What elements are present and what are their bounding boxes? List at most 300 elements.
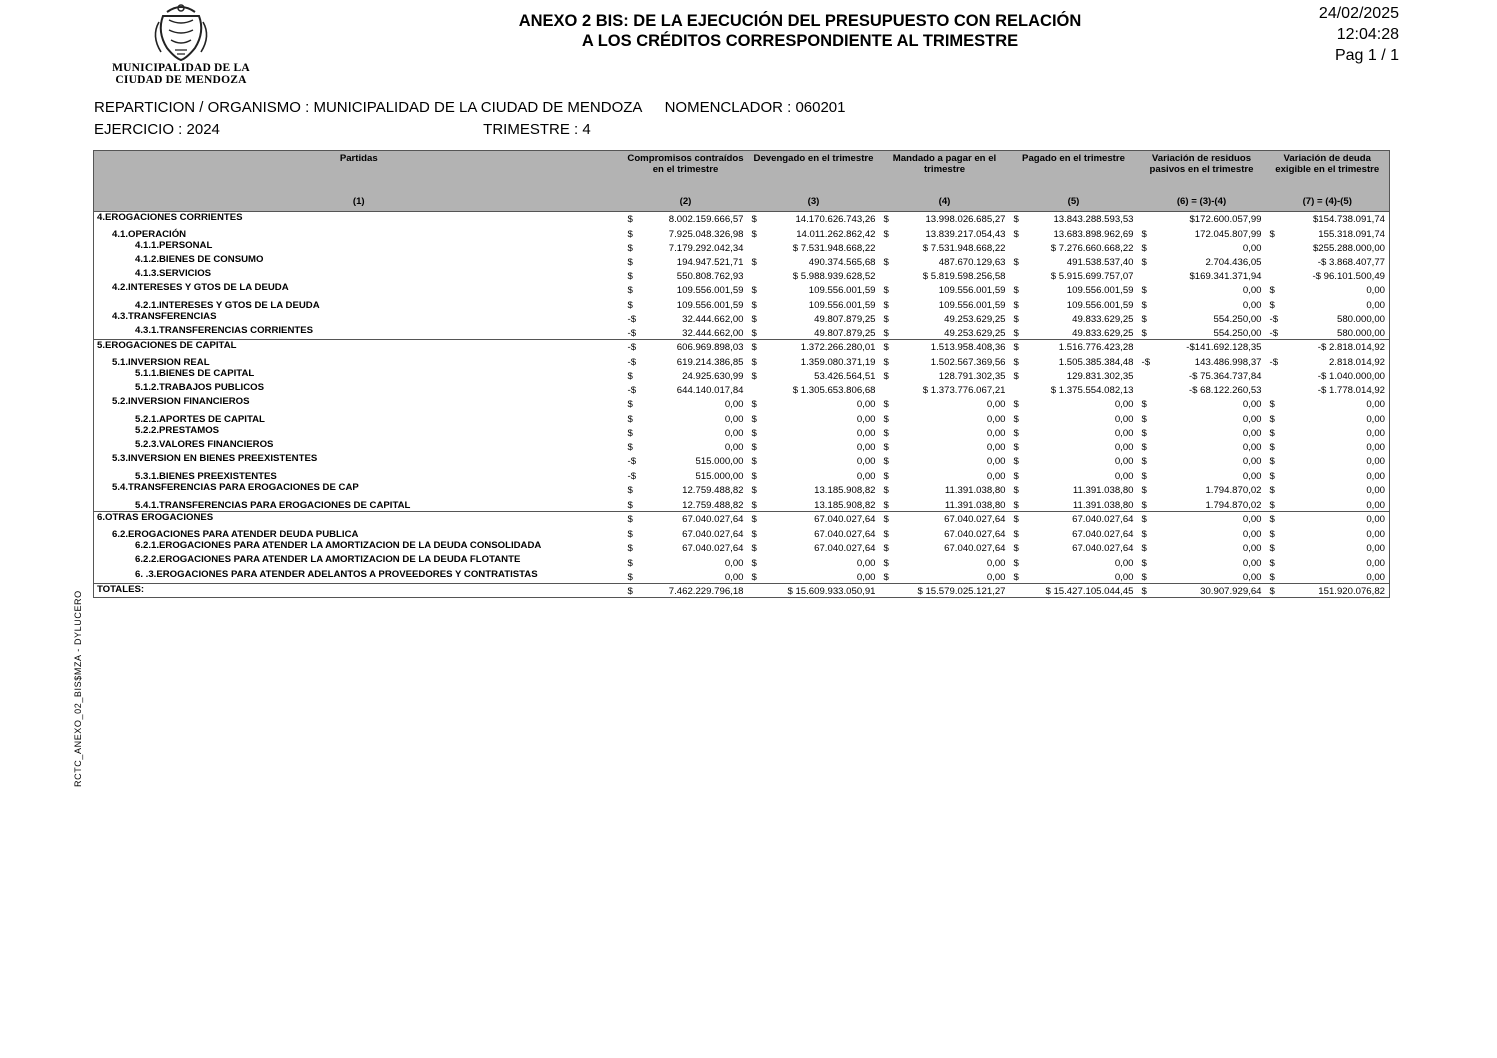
currency-sign: $ [1141, 300, 1147, 311]
amount-cell [624, 311, 748, 325]
amount-cell [1138, 512, 1266, 526]
partida-label: 5.3.INVERSION EN BIENES PREEXISTENTES [112, 453, 318, 464]
amount-value: 11.391.038,80 [944, 500, 1006, 511]
amount-value: 67.040.027,64 [814, 529, 876, 540]
currency-sign: $ [751, 399, 757, 410]
currency-sign: $ [883, 485, 889, 496]
amount-cell [1138, 467, 1266, 482]
amount-cell [880, 425, 1010, 439]
currency-sign: $ [751, 558, 757, 569]
amount-cell [748, 340, 880, 354]
currency-sign: $ [883, 300, 889, 311]
amount-value: 0,00 [1114, 456, 1134, 467]
amount-value: -$ 96.101.500,49 [1312, 271, 1385, 282]
amount-value: 109.556.001,59 [938, 300, 1006, 311]
amount-value: $ 5.915.699.757,07 [1050, 271, 1134, 282]
logo-line-2: CIUDAD DE MENDOZA [115, 74, 247, 86]
amount-value: 0,00 [856, 456, 876, 467]
trimestre: TRIMESTRE : 4 [483, 121, 591, 138]
column-header: Compromisos contraídos en el trimestre [624, 151, 748, 194]
currency-sign: $ [1269, 442, 1275, 453]
header-reparticion-line [94, 99, 846, 116]
partida-label: 5.2.INVERSION FINANCIEROS [112, 396, 250, 407]
amount-cell [624, 240, 748, 254]
amount-cell [1138, 311, 1266, 325]
currency-sign: $ [883, 328, 889, 339]
amount-value: 67.040.027,64 [682, 514, 744, 525]
currency-sign: $ [1013, 342, 1019, 353]
amount-cell [1266, 296, 1390, 311]
amount-cell [1266, 396, 1390, 410]
amount-cell [624, 325, 748, 340]
amount-cell [1010, 525, 1138, 540]
currency-sign: $ [627, 214, 633, 225]
amount-value: 487.670.129,63 [938, 257, 1006, 268]
amount-value: 67.040.027,64 [682, 543, 744, 554]
amount-cell [1010, 240, 1138, 254]
amount-cell [880, 340, 1010, 354]
amount-cell [1138, 254, 1266, 268]
amount-cell [1138, 225, 1266, 240]
amount-cell [1266, 439, 1390, 453]
amount-cell [1138, 584, 1266, 598]
amount-cell [1010, 482, 1138, 496]
amount-value: $ 1.373.776.067,21 [922, 385, 1006, 396]
currency-sign: $ [1269, 300, 1275, 311]
amount-cell [748, 353, 880, 368]
amount-cell [624, 296, 748, 311]
currency-sign: $ [751, 428, 757, 439]
amount-value: 67.040.027,64 [944, 514, 1006, 525]
report-title-line-1: ANEXO 2 BIS: DE LA EJECUCIÓN DEL PRESUPUESTO CON RELACIÓN [518, 12, 1082, 30]
currency-sign: $ [1013, 214, 1019, 225]
amount-value: 0,00 [1366, 456, 1385, 467]
currency-sign: $ [1141, 229, 1147, 240]
amount-cell [748, 311, 880, 325]
amount-cell [624, 225, 748, 240]
partida-label: 6.2.2.EROGACIONES PARA ATENDER LA AMORTIZACION DE LA DEUDA FLOTANTE [135, 554, 521, 565]
amount-value: 580.000,00 [1336, 328, 1385, 339]
column-number: (2) [624, 193, 748, 212]
currency-sign: -$ [1269, 357, 1279, 368]
currency-sign: $ [883, 471, 889, 482]
amount-value: 1.505.385.384,48 [1058, 357, 1134, 368]
amount-cell [1266, 496, 1390, 512]
amount-cell [624, 353, 748, 368]
table-row [94, 311, 1390, 325]
amount-cell [624, 554, 748, 569]
currency-sign: $ [883, 558, 889, 569]
amount-cell [1266, 584, 1390, 598]
currency-sign: $ [627, 414, 633, 425]
partida-label: TOTALES: [94, 584, 624, 598]
amount-cell [1266, 353, 1390, 368]
amount-cell [1138, 382, 1266, 396]
partida-label: 5.1.2.TRABAJOS PUBLICOS [135, 382, 265, 393]
amount-cell [880, 525, 1010, 540]
column-number: (7) = (4)-(5) [1266, 193, 1390, 212]
amount-value: 67.040.027,64 [814, 514, 876, 525]
table-row [94, 554, 1390, 569]
amount-value: 1.359.080.371,19 [800, 357, 876, 368]
currency-sign: $ [627, 229, 633, 240]
amount-value: 7.179.292.042,34 [668, 243, 744, 254]
amount-value: 11.391.038,80 [1072, 500, 1134, 511]
currency-sign: $ [751, 328, 757, 339]
amount-cell [1010, 569, 1138, 584]
amount-value: 619.214.386,85 [676, 357, 744, 368]
currency-sign: $ [751, 500, 757, 511]
partida-label: 5.2.1.APORTES DE CAPITAL [135, 414, 265, 425]
amount-cell [880, 325, 1010, 340]
currency-sign: $ [1269, 572, 1275, 583]
amount-value: $ 15.579.025.121,27 [917, 586, 1006, 597]
amount-value: 14.011.262.862,42 [796, 229, 876, 240]
amount-cell [1138, 540, 1266, 554]
report-title-line-2: A LOS CRÉDITOS CORRESPONDIENTE AL TRIMESTRE [581, 32, 1019, 50]
amount-value: 24.925.630,99 [682, 371, 744, 382]
currency-sign: $ [1013, 514, 1019, 525]
amount-value: 67.040.027,64 [682, 529, 744, 540]
column-header: Variación de deuda exigible en el trimestre [1266, 151, 1390, 194]
amount-cell [880, 569, 1010, 584]
table-row [94, 540, 1390, 554]
currency-sign: $ [1013, 314, 1019, 325]
currency-sign: $ [1141, 442, 1147, 453]
amount-value: 0,00 [1366, 300, 1385, 311]
currency-sign: $ [627, 428, 633, 439]
amount-cell [1010, 467, 1138, 482]
currency-sign: $ [1013, 257, 1019, 268]
amount-cell [624, 540, 748, 554]
amount-cell [748, 482, 880, 496]
currency-sign: $ [1269, 414, 1275, 425]
header-ejercicio-line [94, 121, 591, 138]
report-time: 12:04:28 [1336, 26, 1399, 43]
currency-sign: $ [1269, 514, 1275, 525]
currency-sign: $ [883, 257, 889, 268]
amount-cell [624, 425, 748, 439]
municipal-logo [96, 2, 266, 90]
amount-cell [624, 396, 748, 410]
amount-cell [1138, 496, 1266, 512]
column-number: (6) = (3)-(4) [1138, 193, 1266, 212]
amount-cell [1266, 254, 1390, 268]
partida-label: 5.EROGACIONES DE CAPITAL [94, 340, 624, 354]
amount-value: 143.486.998,37 [1194, 357, 1262, 368]
currency-sign: $ [751, 529, 757, 540]
amount-value: 13.185.908,82 [814, 485, 876, 496]
column-header: Mandado a pagar en el trimestre [880, 151, 1010, 194]
currency-sign: $ [1141, 514, 1147, 525]
amount-value: 0,00 [1242, 399, 1262, 410]
currency-sign: $ [1141, 572, 1147, 583]
currency-sign: $ [883, 399, 889, 410]
amount-cell [1010, 225, 1138, 240]
amount-cell [880, 467, 1010, 482]
currency-sign: $ [883, 442, 889, 453]
currency-sign: $ [1141, 428, 1147, 439]
table-row [94, 225, 1390, 240]
amount-value: 0,00 [724, 572, 744, 583]
currency-sign: $ [883, 456, 889, 467]
amount-value: 129.831.302,35 [1066, 371, 1134, 382]
amount-cell [1010, 212, 1138, 226]
amount-cell [1010, 410, 1138, 425]
amount-value: 0,00 [1366, 428, 1385, 439]
table-row [94, 240, 1390, 254]
partida-label: 6. .3.EROGACIONES PARA ATENDER ADELANTOS A PROVEEDORES Y CONTRATISTAS [135, 569, 538, 580]
amount-cell [880, 496, 1010, 512]
table-row [94, 496, 1390, 512]
currency-sign: -$ [627, 314, 637, 325]
amount-cell [1266, 311, 1390, 325]
currency-sign: $ [1141, 328, 1147, 339]
amount-cell [1266, 340, 1390, 354]
table-row [94, 482, 1390, 496]
amount-cell [624, 254, 748, 268]
amount-value: 0,00 [1366, 414, 1385, 425]
currency-sign: -$ [627, 342, 637, 353]
column-header: Devengado en el trimestre [748, 151, 880, 194]
amount-value: $169.341.371,94 [1189, 271, 1262, 282]
amount-value: 0,00 [1242, 529, 1262, 540]
amount-value: 109.556.001,59 [808, 285, 876, 296]
amount-cell [1138, 212, 1266, 226]
amount-value: 67.040.027,64 [1072, 514, 1134, 525]
amount-cell [1010, 282, 1138, 296]
amount-value: -$ 1.040.000,00 [1317, 371, 1385, 382]
amount-value: $ 5.819.598.256,58 [922, 271, 1006, 282]
currency-sign: $ [1141, 243, 1147, 254]
table-row [94, 296, 1390, 311]
amount-value: 109.556.001,59 [676, 300, 744, 311]
amount-cell [1138, 482, 1266, 496]
amount-value: 53.426.564,51 [814, 371, 876, 382]
amount-cell [1138, 296, 1266, 311]
partida-label: 4.EROGACIONES CORRIENTES [94, 212, 624, 226]
partida-label: 4.1.1.PERSONAL [135, 240, 213, 251]
amount-cell [624, 410, 748, 425]
partida-label: 5.4.TRANSFERENCIAS PARA EROGACIONES DE CAP [112, 482, 359, 493]
amount-cell [1138, 282, 1266, 296]
currency-sign: $ [627, 371, 633, 382]
amount-cell [1010, 340, 1138, 354]
amount-value: 0,00 [724, 442, 744, 453]
currency-sign: $ [1013, 572, 1019, 583]
amount-cell [1010, 353, 1138, 368]
amount-value: -$ 75.364.737,84 [1188, 371, 1262, 382]
currency-sign: $ [751, 214, 757, 225]
amount-value: 0,00 [1242, 414, 1262, 425]
partida-label: 6.OTRAS EROGACIONES [94, 512, 624, 526]
currency-sign: $ [1013, 529, 1019, 540]
amount-cell [1138, 554, 1266, 569]
amount-cell [748, 410, 880, 425]
amount-cell [748, 254, 880, 268]
amount-value: -$ 2.818.014,92 [1317, 342, 1385, 353]
amount-value: 0,00 [1366, 514, 1385, 525]
amount-value: 0,00 [856, 558, 876, 569]
currency-sign: $ [883, 342, 889, 353]
amount-cell [1138, 425, 1266, 439]
currency-sign: $ [751, 285, 757, 296]
amount-cell [1266, 368, 1390, 382]
amount-value: 0,00 [986, 456, 1006, 467]
amount-value: 0,00 [1114, 442, 1134, 453]
amount-value: 8.002.159.666,57 [668, 214, 744, 225]
partida-label: 5.2.3.VALORES FINANCIEROS [135, 439, 274, 450]
amount-cell [1266, 425, 1390, 439]
amount-value: 0,00 [1114, 471, 1134, 482]
currency-sign: -$ [627, 357, 637, 368]
amount-value: 580.000,00 [1336, 314, 1385, 325]
amount-cell [880, 439, 1010, 453]
amount-value: 49.833.629,25 [1072, 328, 1134, 339]
amount-cell [880, 254, 1010, 268]
amount-value: 0,00 [856, 572, 876, 583]
reparticion: REPARTICION / ORGANISMO : MUNICIPALIDAD DE LA CIUDAD DE MENDOZA [94, 99, 643, 116]
amount-cell [1266, 268, 1390, 282]
currency-sign: -$ [1269, 328, 1279, 339]
amount-value: 67.040.027,64 [1072, 543, 1134, 554]
amount-value: 30.907.929,64 [1200, 586, 1262, 597]
currency-sign: $ [1141, 399, 1147, 410]
amount-value: -$ 68.122.260,53 [1188, 385, 1262, 396]
amount-cell [1266, 325, 1390, 340]
currency-sign: $ [1013, 543, 1019, 554]
partida-label: 5.4.1.TRANSFERENCIAS PARA EROGACIONES DE CAPITAL [135, 500, 411, 511]
amount-cell [880, 311, 1010, 325]
partida-label: 4.1.3.SERVICIOS [135, 268, 212, 279]
amount-value: 1.516.776.423,28 [1058, 342, 1134, 353]
currency-sign: $ [1013, 558, 1019, 569]
currency-sign: $ [751, 442, 757, 453]
currency-sign: $ [1269, 543, 1275, 554]
amount-cell [1138, 569, 1266, 584]
amount-value: 194.947.521,71 [676, 257, 744, 268]
table-row [94, 425, 1390, 439]
currency-sign: $ [627, 558, 633, 569]
amount-cell [748, 512, 880, 526]
currency-sign: $ [1141, 543, 1147, 554]
amount-value: 1.794.870,02 [1205, 500, 1262, 511]
amount-cell [748, 540, 880, 554]
amount-value: 0,00 [856, 399, 876, 410]
currency-sign: $ [1269, 558, 1275, 569]
partida-label: 5.1.1.BIENES DE CAPITAL [135, 368, 255, 379]
amount-cell [624, 584, 748, 598]
amount-cell [1266, 212, 1390, 226]
currency-sign: $ [1141, 414, 1147, 425]
table-row [94, 282, 1390, 296]
amount-cell [1266, 225, 1390, 240]
currency-sign: $ [751, 257, 757, 268]
amount-cell [624, 382, 748, 396]
table-row [94, 396, 1390, 410]
amount-value: 1.513.958.408,36 [930, 342, 1006, 353]
amount-value: 12.759.488,82 [682, 485, 744, 496]
currency-sign: $ [1269, 428, 1275, 439]
table-row [94, 439, 1390, 453]
amount-value: $ 15.609.933.050,91 [787, 586, 876, 597]
currency-sign: $ [1013, 428, 1019, 439]
amount-value: 1.502.567.369,56 [930, 357, 1006, 368]
table-row [94, 254, 1390, 268]
amount-value: 554.250,00 [1213, 314, 1262, 325]
amount-cell [1138, 368, 1266, 382]
amount-value: 554.250,00 [1213, 328, 1262, 339]
amount-value: 0,00 [1242, 543, 1262, 554]
amount-value: $ 7.531.948.668,22 [922, 243, 1006, 254]
report-title [430, 11, 1170, 51]
amount-cell [1010, 496, 1138, 512]
amount-value: 0,00 [1114, 428, 1134, 439]
amount-value: 515.000,00 [695, 471, 744, 482]
column-header: Pagado en el trimestre [1010, 151, 1138, 194]
page-number: Pag 1 / 1 [1334, 47, 1399, 64]
amount-cell [624, 482, 748, 496]
amount-value: 0,00 [986, 428, 1006, 439]
amount-cell [1010, 325, 1138, 340]
currency-sign: $ [1013, 485, 1019, 496]
amount-cell [748, 453, 880, 467]
currency-sign: $ [627, 243, 633, 254]
amount-cell [880, 353, 1010, 368]
currency-sign: $ [883, 543, 889, 554]
amount-cell [1266, 410, 1390, 425]
amount-cell [624, 439, 748, 453]
amount-cell [748, 268, 880, 282]
currency-sign: $ [1013, 414, 1019, 425]
currency-sign: $ [751, 456, 757, 467]
amount-cell [748, 467, 880, 482]
currency-sign: $ [1013, 442, 1019, 453]
amount-value: 0,00 [986, 572, 1006, 583]
amount-cell [624, 282, 748, 296]
amount-cell [880, 225, 1010, 240]
ejercicio: EJERCICIO : 2024 [94, 121, 220, 138]
amount-value: 0,00 [1366, 442, 1385, 453]
amount-value: 2.818.014,92 [1328, 357, 1385, 368]
amount-value: 49.807.879,25 [814, 314, 876, 325]
amount-cell [1266, 453, 1390, 467]
amount-value: 11.391.038,80 [1072, 485, 1134, 496]
amount-cell [1138, 353, 1266, 368]
amount-value: 0,00 [1366, 500, 1385, 511]
table-row [94, 453, 1390, 467]
amount-cell [1266, 540, 1390, 554]
amount-value: $ 1.305.653.806,68 [792, 385, 876, 396]
amount-value: 490.374.565,68 [808, 257, 876, 268]
amount-cell [1010, 311, 1138, 325]
amount-cell [748, 212, 880, 226]
amount-value: 172.045.807,99 [1194, 229, 1262, 240]
amount-value: 0,00 [856, 414, 876, 425]
amount-value: 7.925.048.326,98 [668, 229, 744, 240]
amount-cell [1010, 254, 1138, 268]
amount-cell [1138, 240, 1266, 254]
amount-value: 7.462.229.796,18 [668, 586, 744, 597]
currency-sign: $ [627, 500, 633, 511]
amount-value: 0,00 [1366, 399, 1385, 410]
amount-value: $172.600.057,99 [1189, 214, 1262, 225]
amount-cell [1010, 368, 1138, 382]
amount-cell [880, 584, 1010, 598]
partida-label: 6.2.EROGACIONES PARA ATENDER DEUDA PUBLICA [112, 529, 359, 540]
currency-sign: $ [751, 300, 757, 311]
coat-of-arms-icon [149, 2, 213, 62]
